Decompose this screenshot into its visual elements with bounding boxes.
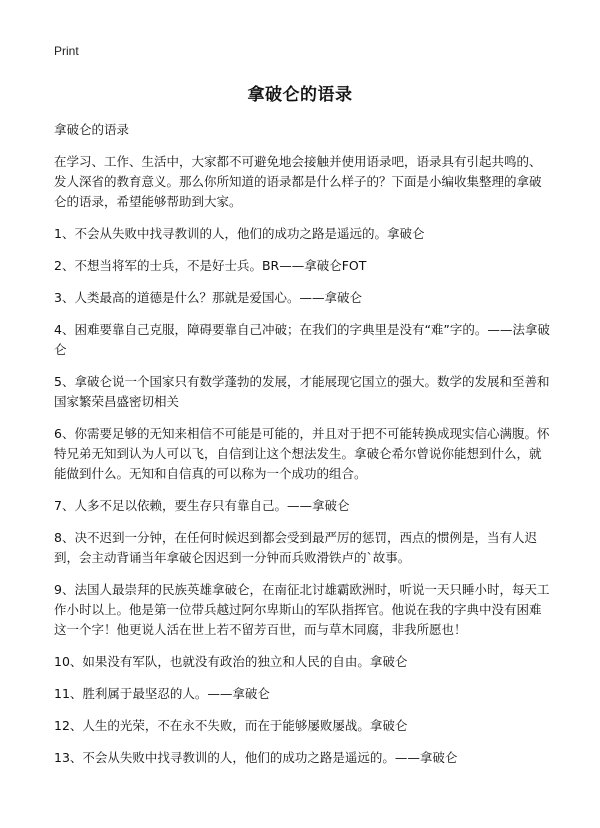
document-subtitle: 拿破仑的语录 xyxy=(54,122,130,137)
quote-item: 5、拿破仑说一个国家只有数学蓬勃的发展，才能展现它国立的强大。数学的发展和至善和国家繁荣昌盛密切相关 xyxy=(54,374,550,409)
quote-item: 7、人多不足以依赖，要生存只有靠自己。——拿破仑 xyxy=(54,498,350,513)
quote-item: 1、不会从失败中找寻教训的人，他们的成功之路是遥远的。拿破仑 xyxy=(54,226,425,241)
intro-paragraph: 在学习、工作、生活中，大家都不可避免地会接触并使用语录吧，语录具有引起共鸣的、发人深省的教育意义。那么你所知道的语录都是什么样子的？下面是小编收集整理的拿破仑的语录，希望能够帮助到大家。 xyxy=(54,154,542,209)
quote-item: 6、你需要足够的无知来相信不可能是可能的，并且对于把不可能转换成现实信心满腹。怀特兄弟无知到认为人可以飞，自信到让这个想法发生。拿破仑希尔曾说你能想到什么，就能做到什么。无知和自信真的可以称为一个成功的组合。 xyxy=(54,426,550,481)
quote-item: 3、人类最高的道德是什么？那就是爱国心。——拿破仑 xyxy=(54,290,362,305)
quote-item: 9、法国人最崇拜的民族英雄拿破仑，在南征北讨雄霸欧洲时，听说一天只睡小时，每天工作小时以上。他是第一位带兵越过阿尔卑斯山的军队指挥官。他说在我的字典中没有困难这一个字！他更说人活在世上若不留芳百世，而与草木同腐，非我所愿也！ xyxy=(54,582,550,637)
quote-item: 8、决不迟到一分钟，在任何时候迟到都会受到最严厉的惩罚，西点的惯例是，当有人迟到，会主动背诵当年拿破仑因迟到一分钟而兵败滑铁卢的`故事。 xyxy=(54,530,537,565)
print-label: Print xyxy=(54,44,79,58)
page-title: 拿破仑的语录 xyxy=(247,85,353,105)
quote-item: 11、胜利属于最坚忍的人。——拿破仑 xyxy=(54,686,270,701)
quote-item: 12、人生的光荣，不在永不失败，而在于能够屡败屡战。拿破仑 xyxy=(54,718,408,733)
quote-list xyxy=(54,224,552,768)
quote-item: 10、如果没有军队，也就没有政治的独立和人民的自由。拿破仑 xyxy=(54,654,408,669)
quote-item: 2、不想当将军的士兵，不是好士兵。BR——拿破仑FOT xyxy=(54,258,367,273)
quote-item: 13、不会从失败中找寻教训的人，他们的成功之路是遥远的。——拿破仑 xyxy=(54,750,458,765)
document-body xyxy=(54,120,552,780)
quote-item: 4、困难要靠自己克服，障碍要靠自己冲破；在我们的字典里是没有“难”字的。——法拿破仑 xyxy=(54,322,550,357)
